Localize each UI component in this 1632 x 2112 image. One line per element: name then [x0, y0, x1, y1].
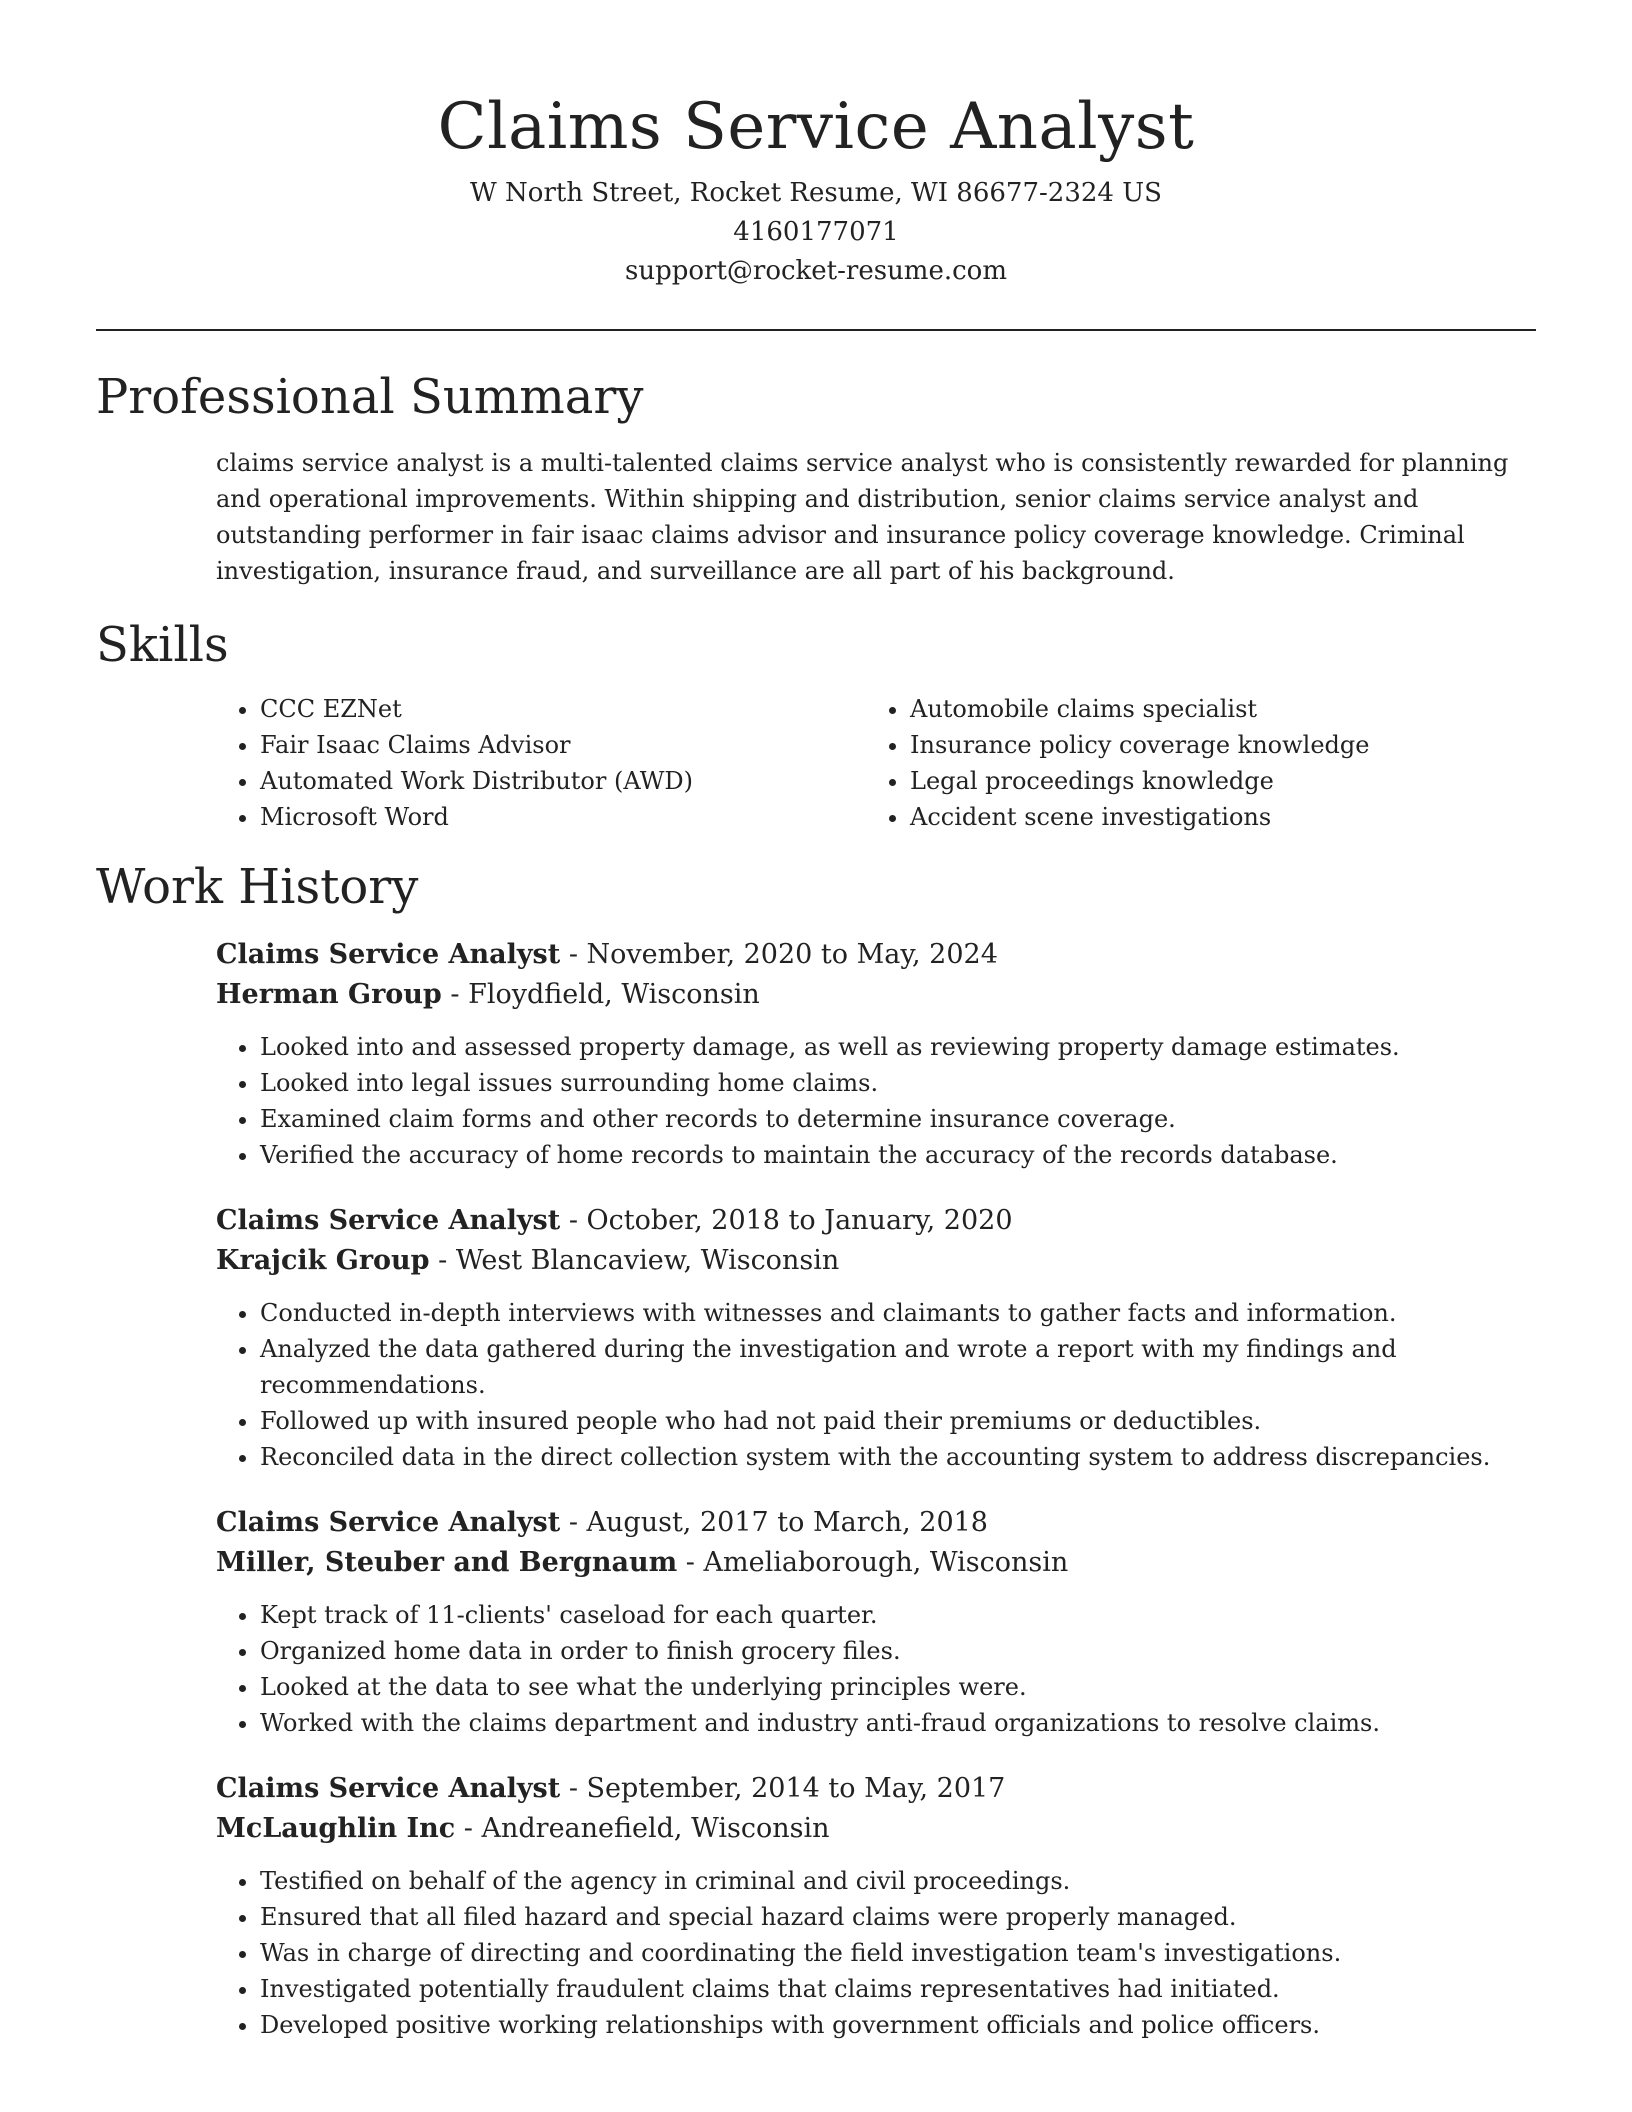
job-bullet: • Was in charge of directing and coordinating the field investigation team's investigations.: [260, 1935, 1536, 1971]
job-separator: -: [677, 1547, 704, 1578]
work-history-heading: Work History: [96, 859, 419, 915]
job-company-line: [216, 975, 1536, 1015]
job-bullet: • Kept track of 11-clients' caseload for each quarter.: [260, 1597, 1536, 1633]
job-separator: -: [455, 1813, 482, 1844]
skill-item: • Fair Isaac Claims Advisor: [260, 727, 866, 763]
job-dates: September, 2014 to May, 2017: [586, 1773, 1006, 1804]
job-bullet: • Reconciled data in the direct collection system with the accounting system to address discrepancies.: [260, 1439, 1536, 1475]
job-company: Miller, Steuber and Bergnaum: [216, 1547, 678, 1578]
skill-item: • Accident scene investigations: [910, 799, 1516, 835]
job-dates: November, 2020 to May, 2024: [586, 939, 998, 970]
job-title: Claims Service Analyst: [216, 1507, 561, 1538]
job-company-line: [216, 1543, 1536, 1583]
contact-email: support@rocket-resume.com: [624, 256, 1007, 286]
job-bullet: • Developed positive working relationships with government officials and police officers.: [260, 2007, 1536, 2043]
job-bullet: • Examined claim forms and other records to determine insurance coverage.: [260, 1101, 1536, 1137]
contact-address: W North Street, Rocket Resume, WI 86677-2324 US: [470, 178, 1162, 208]
job-separator: -: [560, 1773, 587, 1804]
job-dates: August, 2017 to March, 2018: [586, 1507, 988, 1538]
contact-info: [96, 174, 1536, 291]
skills-list: [216, 691, 1536, 835]
job-location: Andreanefield, Wisconsin: [481, 1813, 830, 1844]
job-location: Floydfield, Wisconsin: [468, 979, 760, 1010]
job-company-line: [216, 1809, 1536, 1849]
skills-column-left: [216, 691, 866, 835]
job-title: Claims Service Analyst: [216, 1773, 561, 1804]
job-location: West Blancaview, Wisconsin: [455, 1245, 840, 1276]
header-divider: [96, 329, 1536, 331]
job-title-line: [216, 935, 1536, 975]
job-separator: -: [429, 1245, 456, 1276]
job-bullet: • Organized home data in order to finish grocery files.: [260, 1633, 1536, 1669]
job-location: Ameliaborough, Wisconsin: [703, 1547, 1069, 1578]
contact-phone: 4160177071: [733, 217, 899, 247]
job-title-line: [216, 1503, 1536, 1543]
skill-item: • Legal proceedings knowledge: [910, 763, 1516, 799]
job-bullets: [216, 1597, 1536, 1741]
candidate-name: Claims Service Analyst: [437, 90, 1195, 164]
job-bullet: • Analyzed the data gathered during the investigation and wrote a report with my findings and recommendations.: [260, 1331, 1536, 1403]
job-bullet: • Conducted in-depth interviews with witnesses and claimants to gather facts and information.: [260, 1295, 1536, 1331]
job-bullets: [216, 1295, 1536, 1475]
job-entry: [216, 1503, 1536, 1741]
summary-text: claims service analyst is a multi-talented claims service analyst who is consistently rewarded for planning and operational improvements. Within shipping and distribution, senior claims service analyst and outstanding performer in fair isaac claims advisor and insurance policy coverage knowledge. Criminal investigation, insurance fraud, and surveillance are all part of his background.: [216, 449, 1509, 585]
skills-column-right: [866, 691, 1516, 835]
skill-item: • Automobile claims specialist: [910, 691, 1516, 727]
job-company: Krajcik Group: [216, 1245, 430, 1276]
job-title-line: [216, 1201, 1536, 1241]
job-title: Claims Service Analyst: [216, 1205, 561, 1236]
skill-item: • CCC EZNet: [260, 691, 866, 727]
job-bullet: • Followed up with insured people who had not paid their premiums or deductibles.: [260, 1403, 1536, 1439]
job-bullet: • Ensured that all filed hazard and special hazard claims were properly managed.: [260, 1899, 1536, 1935]
job-entry: [216, 1769, 1536, 2043]
job-bullet: • Investigated potentially fraudulent claims that claims representatives had initiated.: [260, 1971, 1536, 2007]
job-dates: October, 2018 to January, 2020: [586, 1205, 1013, 1236]
job-title: Claims Service Analyst: [216, 939, 561, 970]
job-bullet: • Verified the accuracy of home records to maintain the accuracy of the records database.: [260, 1137, 1536, 1173]
job-bullet: • Looked into legal issues surrounding home claims.: [260, 1065, 1536, 1101]
skill-item: • Microsoft Word: [260, 799, 866, 835]
job-company-line: [216, 1241, 1536, 1281]
job-separator: -: [441, 979, 469, 1010]
job-bullets: [216, 1863, 1536, 2043]
job-bullet: • Testified on behalf of the agency in criminal and civil proceedings.: [260, 1863, 1536, 1899]
job-company: Herman Group: [216, 979, 442, 1010]
job-bullet: • Looked into and assessed property damage, as well as reviewing property damage estimates.: [260, 1029, 1536, 1065]
job-title-line: [216, 1769, 1536, 1809]
skill-item: • Insurance policy coverage knowledge: [910, 727, 1516, 763]
skills-heading: Skills: [96, 617, 229, 673]
job-bullet: • Looked at the data to see what the underlying principles were.: [260, 1669, 1536, 1705]
job-separator: -: [560, 1205, 587, 1236]
job-entry: [216, 1201, 1536, 1475]
job-separator: -: [560, 939, 587, 970]
resume-page: [96, 0, 1536, 2043]
job-bullets: [216, 1029, 1536, 1173]
summary-heading: Professional Summary: [96, 369, 644, 425]
job-separator: -: [560, 1507, 587, 1538]
job-entry: [216, 935, 1536, 1173]
skill-item: • Automated Work Distributor (AWD): [260, 763, 866, 799]
resume-header: [96, 0, 1536, 291]
job-bullet: • Worked with the claims department and industry anti-fraud organizations to resolve claims.: [260, 1705, 1536, 1741]
job-company: McLaughlin Inc: [216, 1813, 456, 1844]
